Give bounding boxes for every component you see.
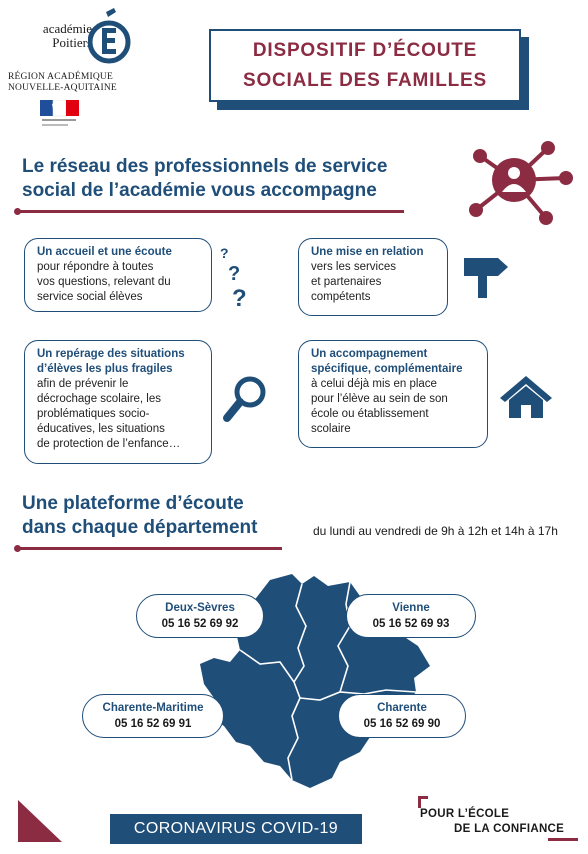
title-line-2: SOCIALE DES FAMILLES xyxy=(242,70,488,91)
academie-e-logo-icon xyxy=(88,8,132,68)
question-marks-icon xyxy=(218,244,258,310)
card-mise-en-relation xyxy=(298,238,448,316)
svg-text:?: ? xyxy=(228,263,241,285)
covid-banner: CORONAVIRUS COVID-19 xyxy=(110,814,362,844)
platform-underline xyxy=(20,547,282,550)
region-line-1: RÉGION ACADÉMIQUE xyxy=(8,72,113,82)
department-phone: 05 16 52 69 92 xyxy=(161,618,239,630)
card-text-line: pour l’élève au sein de son xyxy=(311,393,448,405)
marianne-republique-logo-icon xyxy=(38,100,82,130)
card-accompagnement xyxy=(298,340,488,448)
pill-vienne xyxy=(346,594,476,638)
department-phone: 05 16 52 69 90 xyxy=(363,718,441,730)
svg-text:?: ? xyxy=(232,285,247,310)
card-title-line-2: spécifique, complémentaire xyxy=(311,363,463,375)
corner-triangle-decoration xyxy=(14,796,66,846)
network-heading xyxy=(22,155,387,203)
department-name: Charente xyxy=(377,702,427,714)
platform-heading-line-2: dans chaque département xyxy=(22,517,258,538)
card-title: Un accompagnement xyxy=(311,348,428,360)
card-text-line: compétents xyxy=(311,291,371,303)
card-text-line: vos questions, relevant du xyxy=(37,276,171,288)
card-text-line: problématiques socio- xyxy=(37,408,150,420)
department-name: Charente-Maritime xyxy=(102,702,204,714)
region-line-2: NOUVELLE-AQUITAINE xyxy=(8,83,117,93)
network-people-icon xyxy=(462,138,582,230)
platform-heading xyxy=(22,492,257,540)
card-text-line: de protection de l’enfance… xyxy=(37,438,181,450)
card-text-line: vers les services xyxy=(311,261,396,273)
card-title-line-2: d’élèves les plus fragiles xyxy=(37,363,173,375)
magnifier-icon xyxy=(222,374,270,424)
academie-logo-text xyxy=(30,22,92,50)
confiance-line-2: DE LA CONFIANCE xyxy=(454,823,565,835)
card-accueil-ecoute xyxy=(24,238,212,312)
department-name: Deux-Sèvres xyxy=(165,602,235,614)
card-title: Un accueil et une écoute xyxy=(37,246,172,258)
opening-hours: du lundi au vendredi de 9h à 12h et 14h à 17h xyxy=(313,524,558,538)
card-title: Une mise en relation xyxy=(311,246,424,258)
card-reperage xyxy=(24,340,212,464)
region-label xyxy=(8,72,138,94)
confiance-accent-corner xyxy=(418,796,421,808)
pill-charente-maritime xyxy=(82,694,224,738)
heading-underline xyxy=(20,210,404,213)
confiance-line-1: POUR L’ÉCOLE xyxy=(420,808,510,820)
platform-heading-line-1: Une plateforme d’écoute xyxy=(22,493,244,514)
pill-deux-sevres xyxy=(136,594,264,638)
card-text-line: à celui déjà mis en place xyxy=(311,378,437,390)
pill-charente xyxy=(338,694,466,738)
card-text-line: pour répondre à toutes xyxy=(37,261,154,273)
department-phone: 05 16 52 69 93 xyxy=(372,618,450,630)
confiance-accent-bottom xyxy=(548,838,578,841)
card-text-line: école ou établissement xyxy=(311,408,429,420)
network-heading-line-1: Le réseau des professionnels de service xyxy=(22,156,388,177)
card-text-line: service social élèves xyxy=(37,291,143,303)
title-line-1: DISPOSITIF D’ÉCOUTE xyxy=(252,40,478,61)
network-heading-line-2: social de l’académie vous accompagne xyxy=(22,180,377,201)
logo-line-poitiers: Poitiers xyxy=(52,35,92,50)
card-text-line: éducatives, les situations xyxy=(37,423,165,435)
svg-text:?: ? xyxy=(220,245,229,261)
department-name: Vienne xyxy=(392,602,430,614)
card-text-line: décrochage scolaire, les xyxy=(37,393,162,405)
card-text-line: et partenaires xyxy=(311,276,382,288)
card-text-line: afin de prévenir le xyxy=(37,378,129,390)
department-phone: 05 16 52 69 91 xyxy=(114,718,192,730)
logo-line-academie: académie xyxy=(42,21,92,36)
house-icon xyxy=(498,374,554,420)
signpost-icon xyxy=(462,250,512,300)
card-title: Un repérage des situations xyxy=(37,348,185,360)
card-text-line: scolaire xyxy=(311,423,351,435)
